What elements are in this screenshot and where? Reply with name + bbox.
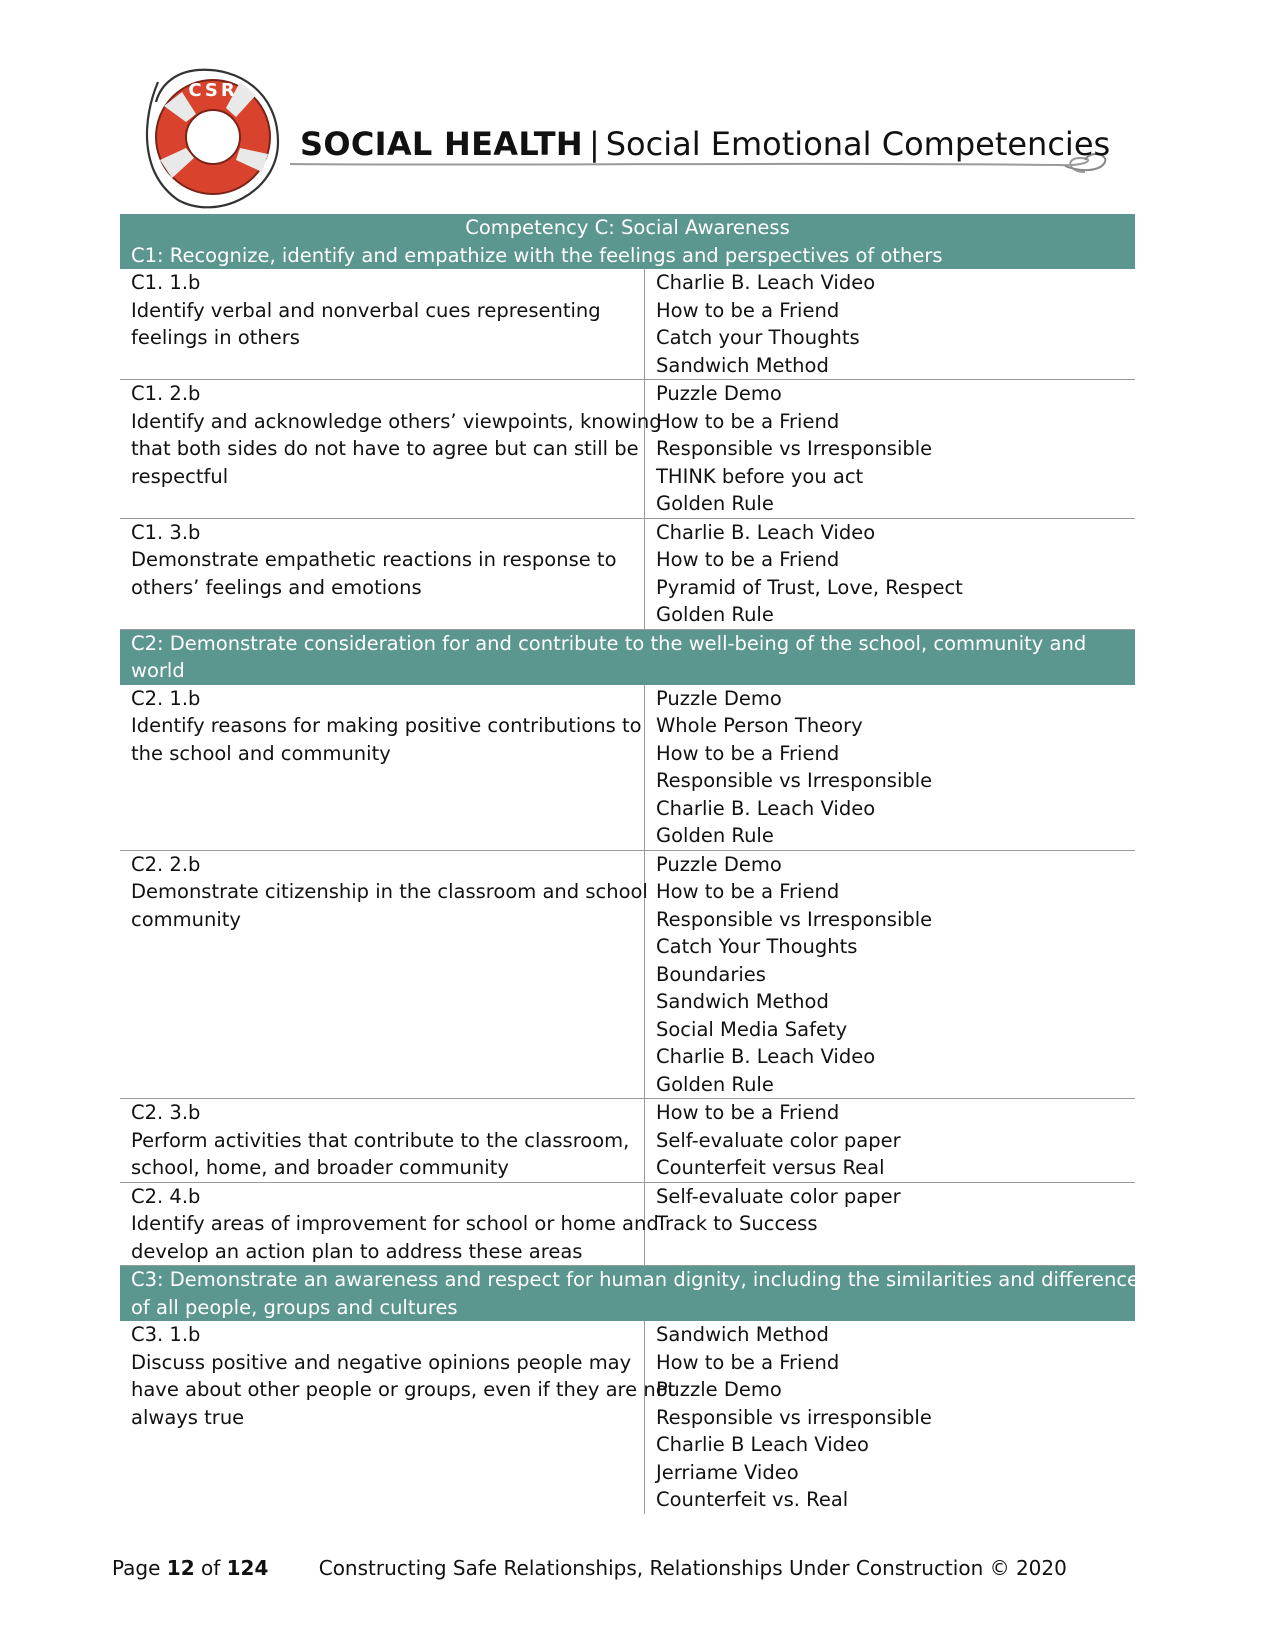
resources-cell	[645, 519, 1135, 629]
competency-code: C1. 1.b	[131, 271, 201, 294]
table-row	[120, 1099, 1135, 1183]
table-row	[120, 685, 1135, 851]
competency-description: community	[131, 907, 241, 931]
competency-description: respectful	[131, 464, 229, 488]
resource-item: Boundaries	[656, 962, 766, 986]
competency-cell	[120, 519, 645, 629]
competency-code: C2. 2.b	[131, 852, 201, 876]
competency-description: develop an action plan to address these areas	[131, 1239, 583, 1263]
logo-text: CSR	[188, 80, 238, 101]
competency-description: have about other people or groups, even if they are not	[131, 1378, 676, 1401]
section-title-c3	[120, 1266, 1150, 1321]
resource-item: Puzzle Demo	[656, 382, 782, 405]
resources-cell	[645, 851, 1135, 1099]
page-total: 124	[226, 1556, 269, 1580]
resource-item: How to be a Friend	[656, 409, 840, 433]
competency-code: C1. 2.b	[131, 382, 201, 405]
section-title-line: C2: Demonstrate consideration for and contribute to the well-being of the school, community and	[131, 631, 1087, 655]
resource-item: Self-evaluate color paper	[656, 1128, 901, 1152]
resource-item: Sandwich Method	[656, 990, 829, 1013]
resource-item: Golden Rule	[656, 492, 774, 515]
resource-item: Counterfeit vs. Real	[656, 1488, 849, 1511]
table-heading: Competency C: Social Awareness	[120, 214, 1135, 242]
page-title	[300, 124, 1110, 164]
resources-cell	[645, 1099, 1135, 1182]
of-word: of	[200, 1556, 221, 1580]
resource-item: Charlie B. Leach Video	[656, 271, 876, 294]
resource-item: Catch Your Thoughts	[656, 935, 858, 958]
title-subtitle: Social Emotional Competencies	[605, 125, 1111, 163]
competency-cell	[120, 380, 662, 518]
resource-item: Social Media Safety	[656, 1017, 848, 1041]
page-footer	[112, 1556, 1067, 1580]
competency-description: feelings in others	[131, 326, 300, 349]
resource-item: How to be a Friend	[656, 741, 840, 765]
resource-item: Puzzle Demo	[656, 852, 782, 876]
page-number: 12	[166, 1556, 195, 1580]
competency-description: Identify areas of improvement for school or home and	[131, 1212, 659, 1235]
section-title-line: of all people, groups and cultures	[131, 1295, 458, 1319]
competency-code: C2. 1.b	[131, 686, 201, 710]
resources-cell	[645, 269, 1135, 379]
competency-cell	[120, 851, 648, 1099]
competency-code: C2. 3.b	[131, 1101, 201, 1124]
section-title-c2	[120, 630, 1135, 685]
title-separator: |	[588, 125, 600, 163]
table-row	[120, 269, 1135, 380]
competency-description: always true	[131, 1405, 245, 1429]
competency-cell	[120, 1183, 659, 1266]
title-bold: SOCIAL HEALTH	[300, 125, 583, 163]
section-title-line: world	[131, 659, 185, 682]
competency-table	[120, 214, 1150, 1514]
resource-item: How to be a Friend	[656, 1101, 840, 1124]
resource-item: Responsible vs Irresponsible	[656, 769, 933, 792]
resource-item: Responsible vs Irresponsible	[656, 907, 933, 931]
resource-item: Charlie B. Leach Video	[656, 1045, 876, 1068]
resource-item: How to be a Friend	[656, 298, 840, 322]
resource-item: Self-evaluate color paper	[656, 1184, 901, 1208]
table-row	[120, 1183, 1135, 1267]
resource-item: How to be a Friend	[656, 1350, 840, 1374]
competency-cell	[120, 685, 645, 850]
resource-item: Responsible vs Irresponsible	[656, 437, 933, 460]
competency-description: Demonstrate empathetic reactions in response to	[131, 548, 617, 571]
resource-item: Golden Rule	[656, 603, 774, 626]
resource-item: Golden Rule	[656, 824, 774, 847]
competency-description: school, home, and broader community	[131, 1156, 509, 1179]
resource-item: Charlie B Leach Video	[656, 1433, 869, 1456]
competency-description: Perform activities that contribute to the classroom,	[131, 1128, 630, 1152]
table-row	[120, 1321, 1135, 1514]
competency-description: Identify reasons for making positive contributions to	[131, 714, 642, 737]
table-row	[120, 851, 1135, 1100]
life-ring-logo	[138, 62, 288, 212]
competency-code: C1. 3.b	[131, 520, 201, 544]
resources-cell	[645, 1183, 1135, 1266]
resource-item: Track to Success	[656, 1212, 818, 1235]
resource-item: Pyramid of Trust, Love, Respect	[656, 575, 963, 599]
page-word: Page	[112, 1556, 161, 1580]
table-row	[120, 519, 1135, 630]
resource-item: Counterfeit versus Real	[656, 1156, 885, 1179]
resource-item: Whole Person Theory	[656, 714, 863, 737]
footer-credit: Constructing Safe Relationships, Relationships Under Construction © 2020	[318, 1556, 1067, 1580]
competency-code: C3. 1.b	[131, 1323, 201, 1346]
resource-item: Jerriame Video	[656, 1460, 799, 1484]
resources-cell	[645, 380, 1135, 518]
resources-cell	[645, 1321, 1135, 1514]
section-title-c1: C1: Recognize, identify and empathize with the feelings and perspectives of others	[120, 242, 1135, 270]
life-ring-icon	[138, 62, 288, 212]
competency-description: Demonstrate citizenship in the classroom and school	[131, 880, 648, 903]
resource-item: Catch your Thoughts	[656, 326, 860, 349]
competency-cell	[120, 1099, 645, 1182]
competency-cell	[120, 1321, 676, 1514]
resource-item: Charlie B. Leach Video	[656, 796, 876, 820]
competency-description: Identify verbal and nonverbal cues representing	[131, 298, 601, 322]
resource-item: Puzzle Demo	[656, 1378, 782, 1401]
resource-item: Sandwich Method	[656, 353, 829, 377]
competency-description: that both sides do not have to agree but can still be	[131, 437, 639, 460]
competency-description: Discuss positive and negative opinions people may	[131, 1350, 632, 1374]
resource-item: How to be a Friend	[656, 880, 840, 903]
resource-item: Responsible vs irresponsible	[656, 1405, 932, 1429]
competency-cell	[120, 269, 645, 379]
resource-item: Charlie B. Leach Video	[656, 520, 876, 544]
resource-item: THINK before you act	[656, 464, 864, 488]
resource-item: Sandwich Method	[656, 1323, 829, 1346]
resource-item: Puzzle Demo	[656, 686, 782, 710]
competency-code: C2. 4.b	[131, 1184, 201, 1208]
competency-description: Identify and acknowledge others’ viewpoints, knowing	[131, 409, 662, 433]
resource-item: Golden Rule	[656, 1072, 774, 1096]
competency-description: the school and community	[131, 741, 391, 765]
resources-cell	[645, 685, 1135, 850]
page-header	[0, 0, 1275, 210]
table-row	[120, 380, 1135, 519]
resource-item: How to be a Friend	[656, 548, 840, 571]
section-title-line: C3: Demonstrate an awareness and respect for human dignity, including the similarities and differences	[131, 1268, 1150, 1291]
competency-description: others’ feelings and emotions	[131, 575, 422, 599]
